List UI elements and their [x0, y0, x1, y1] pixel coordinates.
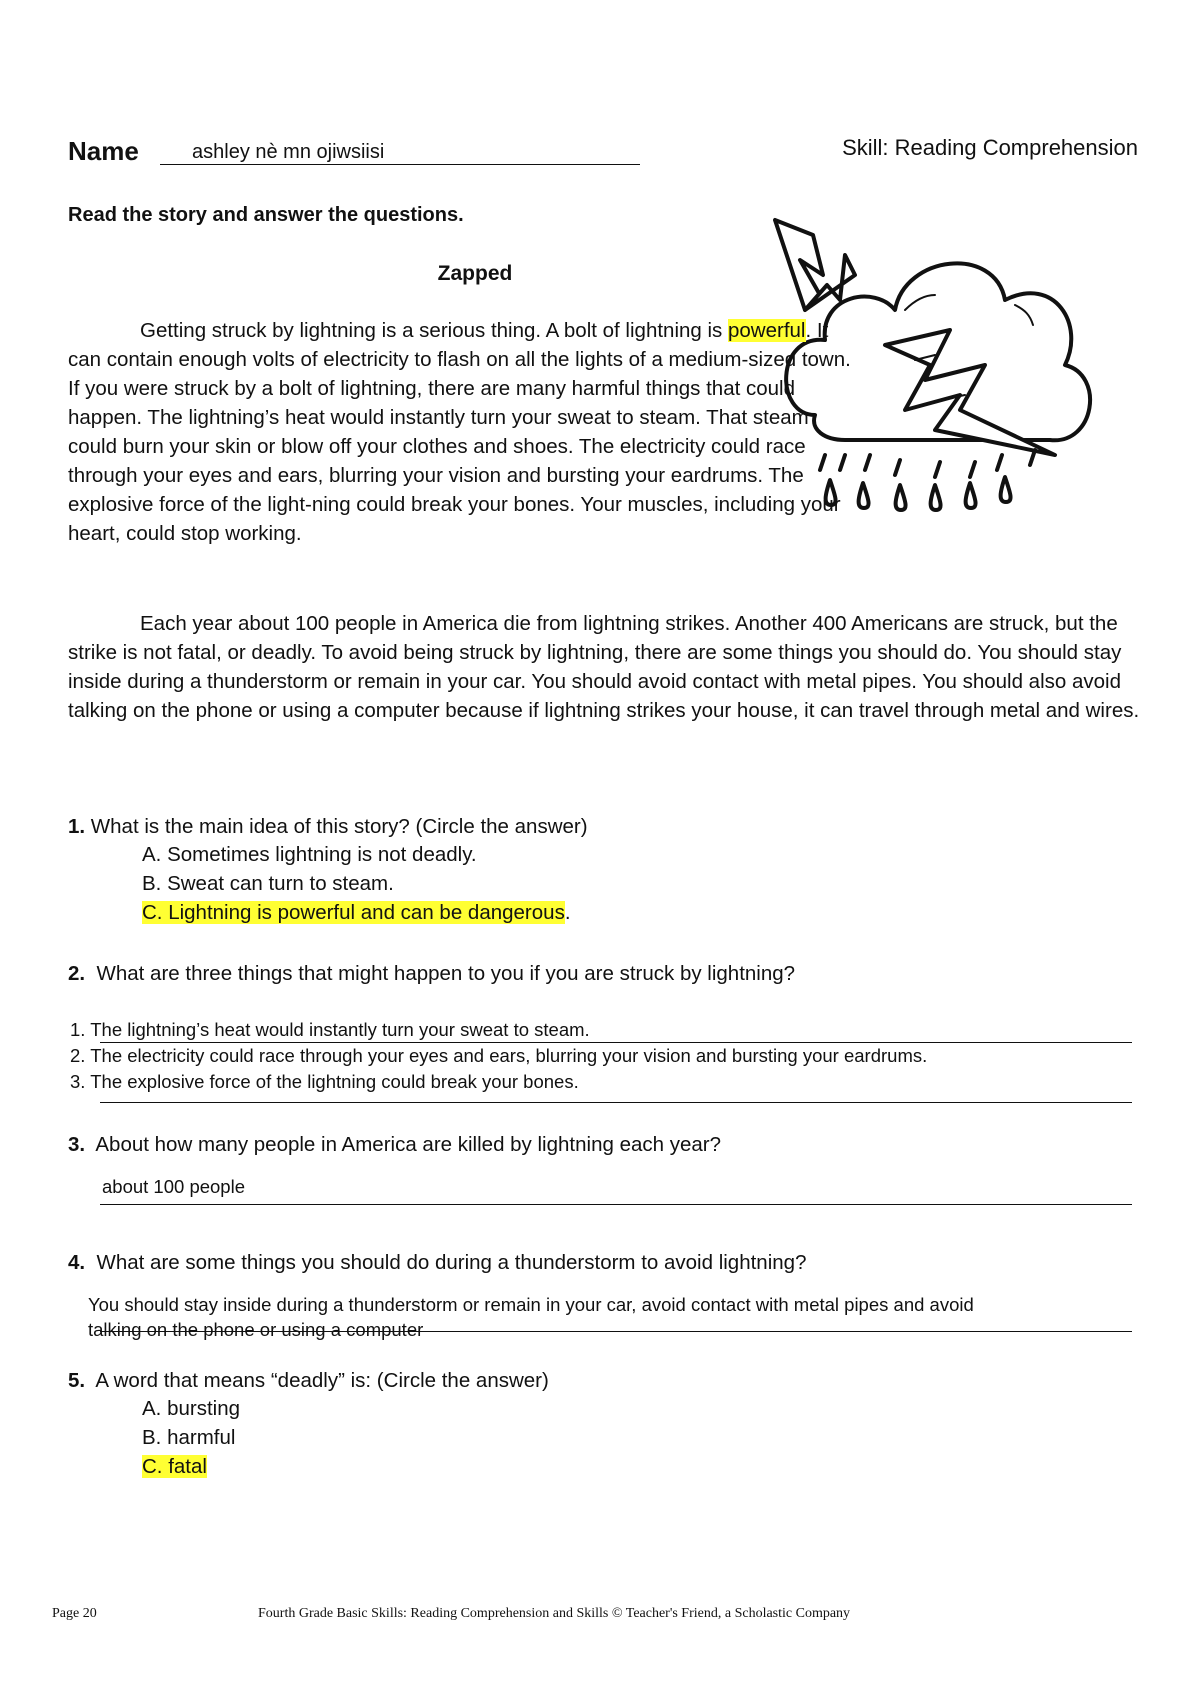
name-field[interactable]: ashley nè mn ojiwsiisi [160, 140, 640, 165]
q1-option-b[interactable]: B. Sweat can turn to steam. [142, 872, 394, 895]
q5-option-c[interactable] [142, 1455, 207, 1479]
story-paragraph-1 [68, 316, 858, 548]
q5-option-a[interactable]: A. bursting [142, 1397, 240, 1420]
question-text: What are some things you should do during a thunderstorm to avoid lightning? [96, 1251, 807, 1274]
question-1 [68, 812, 588, 841]
page-number: Page 20 [52, 1606, 97, 1621]
question-text: About how many people in America are killed by lightning each year? [95, 1133, 721, 1156]
story-text: Getting struck by lightning is a serious thing. A bolt of lightning is [140, 319, 728, 342]
question-text: A word that means “deadly” is: (Circle the answer) [95, 1369, 549, 1392]
story-text: Each year about 100 people in America die from lightning strikes. Another 400 Americans are struck, but the strike is not fatal, or deadly. To avoid being struck by lightning, there are some things you should do. You should stay inside during a thunderstorm or remain in your car. You should avoid contact with metal pipes. You should also avoid talking on the phone or using a computer because if lightning strikes your house, it can travel through metal and wires. [68, 612, 1140, 722]
footer-credit: Fourth Grade Basic Skills: Reading Comprehension and Skills © Teacher's Friend, a Scholastic Company [258, 1606, 851, 1621]
question-3 [68, 1130, 721, 1159]
story-paragraph-2 [68, 609, 1148, 725]
answer-line [100, 1102, 1132, 1103]
question-number: 2. [68, 962, 86, 985]
answer-line [100, 1204, 1132, 1205]
question-4 [68, 1248, 806, 1277]
answer-line [100, 1331, 1132, 1332]
name-label: Name [68, 136, 139, 166]
q3-answer[interactable]: about 100 people [102, 1176, 245, 1197]
question-number: 3. [68, 1133, 86, 1156]
question-text: What are three things that might happen to you if you are struck by lightning? [96, 962, 796, 985]
question-number: 5. [68, 1369, 86, 1392]
q1-option-c-highlight: C. Lightning is powerful and can be dangerous [142, 901, 565, 924]
q2-answer-2[interactable]: 2. The electricity could race through your eyes and ears, blurring your vision and bursting your eardrums. [70, 1045, 928, 1066]
question-text: What is the main idea of this story? (Circle the answer) [85, 815, 588, 838]
q5-option-c-highlight: C. fatal [142, 1455, 207, 1478]
q4-answer-line-2[interactable]: talking on the phone or using a computer [88, 1319, 424, 1340]
q5-option-b[interactable]: B. harmful [142, 1426, 236, 1449]
question-2 [68, 959, 795, 988]
story-title: Zapped [437, 262, 513, 285]
q2-answer-1[interactable]: 1. The lightning’s heat would instantly turn your sweat to steam. [70, 1019, 590, 1040]
question-number: 1. [68, 815, 86, 838]
instructions: Read the story and answer the questions. [68, 204, 464, 226]
q1-option-a[interactable]: A. Sometimes lightning is not deadly. [142, 843, 477, 866]
question-number: 4. [68, 1251, 86, 1274]
q2-answer-3[interactable]: 3. The explosive force of the lightning could break your bones. [70, 1071, 579, 1092]
highlighted-word: powerful [728, 319, 806, 342]
story-text: . It can contain enough volts of electricity to flash on all the lights of a medium-sized town. If you were struck by a bolt of lightning, there are many harmful things that could happen. The lightning’s heat would instantly turn your sweat to steam. That steam could burn your skin or blow off your clothes and shoes. The electricity could race through your eyes and ears, blurring your vision and bursting your eardrums. The explosive force of the light-ning could break your bones. Your muscles, including your heart, could stop working. [68, 319, 851, 545]
q1-option-c-end: . [564, 901, 571, 924]
skill-label: Skill: Reading Comprehension [842, 135, 1138, 160]
question-5 [68, 1366, 549, 1395]
q4-answer-line-1[interactable]: You should stay inside during a thunderstorm or remain in your car, avoid contact with metal pipes and avoid [88, 1294, 974, 1315]
q1-option-c[interactable] [142, 901, 571, 925]
answer-line [100, 1042, 1132, 1043]
